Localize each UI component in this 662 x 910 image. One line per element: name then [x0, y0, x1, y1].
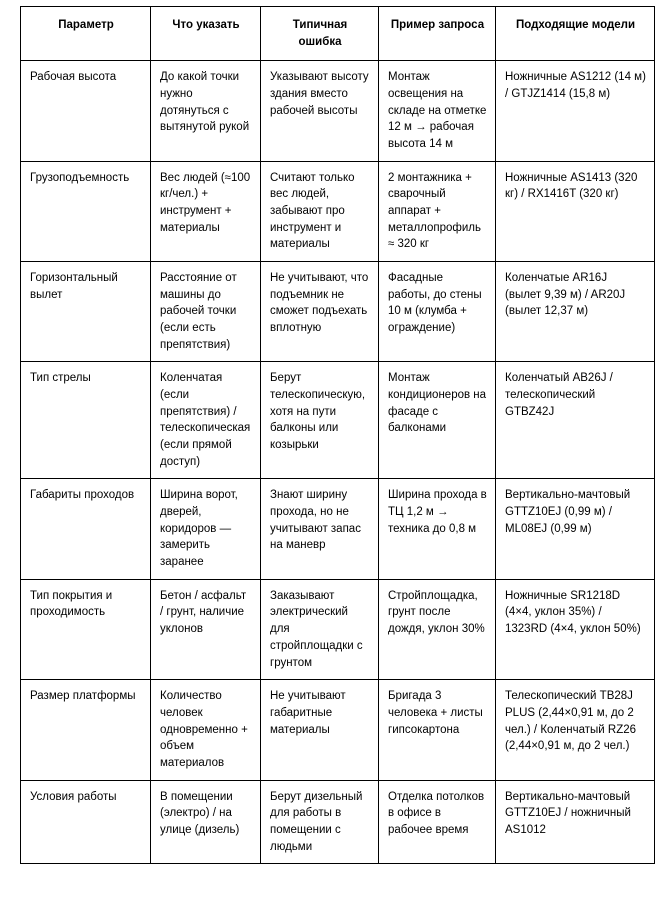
cell-what-to-specify	[151, 680, 261, 780]
suitable-models-text: Вертикально-мачтовый GTTZ10EJ (0,99 м) / ML08EJ (0,99 м)	[505, 489, 631, 535]
what-to-specify-text: Бетон / асфальт / грунт, наличие уклонов	[160, 589, 247, 636]
column-header-parameter: Параметр	[21, 7, 151, 61]
cell-typical-mistake	[261, 362, 379, 479]
suitable-models-text: Ножничные SR1218D (4×4, уклон 35%) / 1323RD (4×4, уклон 50%)	[505, 589, 641, 636]
table-row	[21, 780, 655, 864]
parameter-text: Тип покрытия и проходимость	[30, 589, 113, 619]
cell-parameter	[21, 780, 151, 864]
cell-request-example	[379, 780, 496, 864]
cell-what-to-specify	[151, 479, 261, 579]
typical-mistake-text: Берут телескопическую, хотя на пути балконы или козырьки	[270, 372, 366, 452]
request-example-text: Стройплощадка, грунт после дождя, уклон 30%	[388, 589, 485, 636]
typical-mistake-text: Считают только вес людей, забывают про инструмент и материалы	[270, 171, 355, 251]
table-row	[21, 161, 655, 261]
cell-suitable-models	[496, 161, 655, 261]
suitable-models-text: Коленчатый AB26J / телескопический GTBZ42J	[505, 372, 613, 418]
table-row	[21, 680, 655, 780]
cell-what-to-specify	[151, 579, 261, 679]
cell-suitable-models	[496, 362, 655, 479]
what-to-specify-text: В помещении (электро) / на улице (дизель)	[160, 790, 240, 836]
what-to-specify-text: Коленчатая (если препятствия) / телескопическая (если прямой доступ)	[160, 372, 251, 468]
typical-mistake-text: Заказывают электрический для стройплощадки с грунтом	[270, 589, 363, 669]
cell-what-to-specify	[151, 61, 261, 161]
table-row	[21, 579, 655, 679]
suitable-models-text: Ножничные AS1413 (320 кг) / RX1416T (320 кг)	[505, 171, 638, 201]
cell-parameter	[21, 362, 151, 479]
cell-what-to-specify	[151, 161, 261, 261]
cell-request-example	[379, 161, 496, 261]
table-row	[21, 262, 655, 362]
typical-mistake-text: Не учитывают, что подъемник не сможет подъехать вплотную	[270, 272, 369, 335]
specification-table	[20, 6, 655, 864]
cell-request-example	[379, 579, 496, 679]
typical-mistake-text: Знают ширину прохода, но не учитывают запас на маневр	[270, 489, 361, 552]
cell-typical-mistake	[261, 780, 379, 864]
parameter-text: Горизонтальный вылет	[30, 272, 118, 301]
parameter-text: Тип стрелы	[30, 372, 91, 385]
cell-suitable-models	[496, 780, 655, 864]
request-example-text: Отделка потолков в офисе в рабочее время	[388, 790, 485, 836]
cell-typical-mistake	[261, 262, 379, 362]
column-header-typical-mistake: Типичная ошибка	[261, 7, 379, 61]
what-to-specify-text: Вес людей (≈100 кг/чел.) + инструмент + материалы	[160, 171, 251, 234]
suitable-models-text: Коленчатые AR16J (вылет 9,39 м) / AR20J (вылет 12,37 м)	[505, 272, 626, 318]
cell-parameter	[21, 61, 151, 161]
what-to-specify-text: До какой точки нужно дотянуться с вытянутой рукой	[160, 71, 250, 134]
table-row	[21, 479, 655, 579]
cell-typical-mistake	[261, 161, 379, 261]
parameter-text: Условия работы	[30, 790, 117, 803]
table-row	[21, 61, 655, 161]
table-row	[21, 362, 655, 479]
table-header-row	[21, 7, 655, 61]
cell-typical-mistake	[261, 680, 379, 780]
cell-what-to-specify	[151, 262, 261, 362]
column-header-suitable-models: Подходящие модели	[496, 7, 655, 61]
cell-what-to-specify	[151, 780, 261, 864]
column-header-what-to-specify: Что указать	[151, 7, 261, 61]
cell-parameter	[21, 161, 151, 261]
request-example-text: 2 монтажника + сварочный аппарат + металлопрофиль ≈ 320 кг	[388, 171, 482, 251]
parameter-text: Грузоподъемность	[30, 171, 130, 184]
cell-suitable-models	[496, 61, 655, 161]
request-example-text: Бригада 3 человека + листы гипсокартона	[388, 690, 483, 736]
parameter-text: Габариты проходов	[30, 489, 135, 502]
cell-typical-mistake	[261, 61, 379, 161]
cell-parameter	[21, 262, 151, 362]
typical-mistake-text: Не учитывают габаритные материалы	[270, 690, 346, 736]
request-example-text: Ширина прохода в ТЦ 1,2 м → техника до 0,8 м	[388, 489, 487, 535]
cell-request-example	[379, 362, 496, 479]
suitable-models-text: Вертикально-мачтовый GTTZ10EJ / ножничный AS1012	[505, 790, 631, 836]
cell-typical-mistake	[261, 479, 379, 579]
cell-suitable-models	[496, 262, 655, 362]
parameter-text: Размер платформы	[30, 690, 136, 703]
what-to-specify-text: Ширина ворот, дверей, коридоров — замерить заранее	[160, 489, 238, 569]
request-example-text: Фасадные работы, до стены 10 м (клумба + ограждение)	[388, 272, 482, 335]
what-to-specify-text: Количество человек одновременно + объем материалов	[160, 690, 248, 769]
column-header-request-example: Пример запроса	[379, 7, 496, 61]
what-to-specify-text: Расстояние от машины до рабочей точки (если есть препятствия)	[160, 272, 237, 351]
cell-suitable-models	[496, 479, 655, 579]
cell-request-example	[379, 262, 496, 362]
cell-parameter	[21, 680, 151, 780]
cell-request-example	[379, 61, 496, 161]
cell-typical-mistake	[261, 579, 379, 679]
cell-request-example	[379, 680, 496, 780]
request-example-text: Монтаж кондиционеров на фасаде с балконами	[388, 372, 487, 435]
typical-mistake-text: Указывают высоту здания вместо рабочей высоты	[270, 71, 369, 117]
suitable-models-text: Телескопический TB28J PLUS (2,44×0,91 м, до 2 чел.) / Коленчатый RZ26 (2,44×0,91 м, до 2 чел.)	[505, 690, 637, 753]
cell-suitable-models	[496, 579, 655, 679]
parameter-text: Рабочая высота	[30, 71, 117, 84]
cell-request-example	[379, 479, 496, 579]
suitable-models-text: Ножничные AS1212 (14 м) / GTJZ1414 (15,8 м)	[505, 71, 646, 101]
cell-what-to-specify	[151, 362, 261, 479]
cell-parameter	[21, 579, 151, 679]
cell-parameter	[21, 479, 151, 579]
typical-mistake-text: Берут дизельный для работы в помещении с людьми	[270, 790, 363, 853]
request-example-text: Монтаж освещения на складе на отметке 12 м → рабочая высота 14 м	[388, 71, 487, 151]
cell-suitable-models	[496, 680, 655, 780]
